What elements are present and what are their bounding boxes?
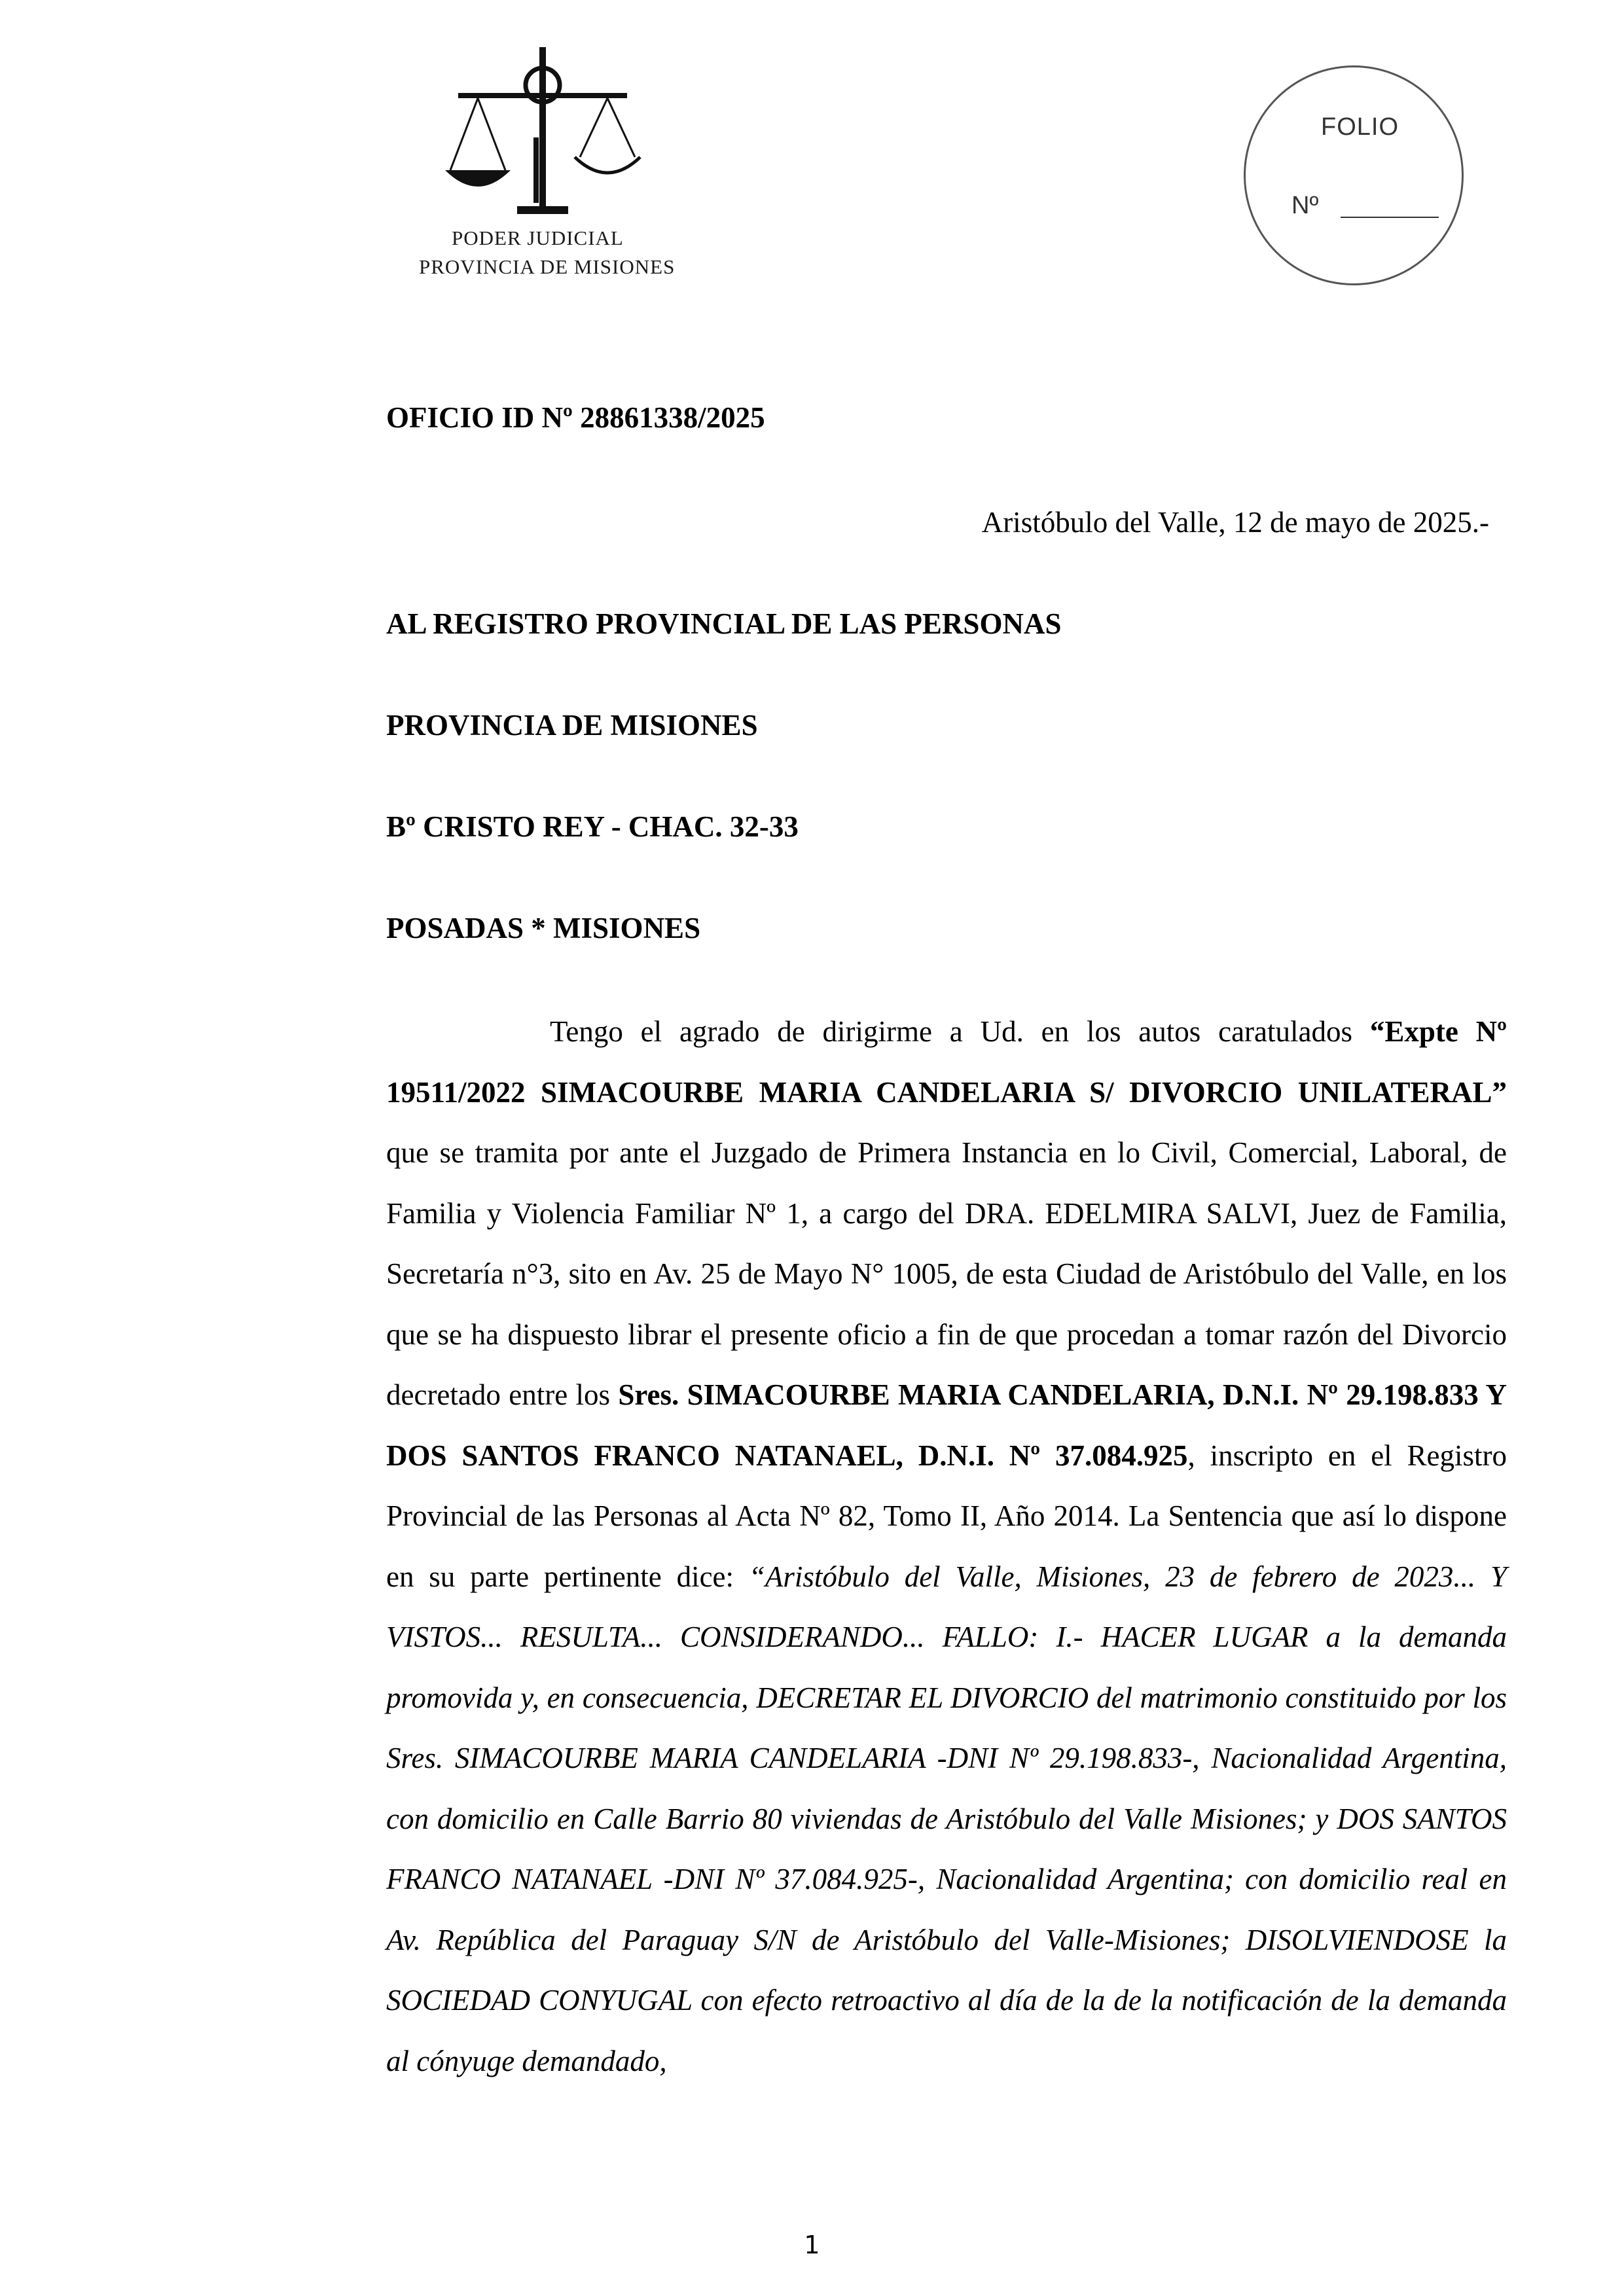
- judicial-emblem: [380, 26, 720, 301]
- body-paragraph: [386, 1001, 1507, 2091]
- emblem-text-line2: PROVINCIA DE MISIONES: [419, 255, 676, 278]
- folio-number-blank: [1341, 217, 1439, 218]
- body-text-2: que se tramita por ante el Juzgado de Primera Instancia en lo Civil, Comercial, Laboral, de Familia y Violencia Familiar Nº 1, a cargo del DRA. EDELMIRA SALVI, Juez de Familia, Secretaría n°3, sito en Av. 25 de Mayo N° 1005, de esta Ciudad de Aristóbulo del Valle, en los que se ha dispuesto librar el presente oficio a fin de que procedan a tomar razón del Divorcio decretado entre los: [386, 1136, 1507, 1411]
- folio-stamp: [1244, 65, 1464, 285]
- body-text-1: Tengo el agrado de dirigirme a Ud. en los autos caratulados: [550, 1015, 1370, 1048]
- body-text-3: , inscripto en el Registro Provincial de las Personas al Acta Nº 82, Tomo II, Año 2014. La Sentencia que así lo dispone en su parte pertinente dice:: [386, 1439, 1507, 1593]
- parties: Sres. SIMACOURBE MARIA CANDELARIA, D.N.I. Nº 29.198.833 Y DOS SANTOS FRANCO NATANAEL, D.N.I. Nº 37.084.925: [386, 1378, 1507, 1472]
- addressee-line-1: AL REGISTRO PROVINCIAL DE LAS PERSONAS: [386, 607, 1062, 640]
- scales-of-justice-icon: [439, 39, 648, 223]
- folio-number-label: Nº: [1291, 192, 1319, 219]
- page-number: 1: [804, 2231, 820, 2259]
- place-date: Aristóbulo del Valle, 12 de mayo de 2025.-: [981, 506, 1489, 539]
- addressee-line-4: POSADAS * MISIONES: [386, 912, 701, 944]
- sentence-quote: “Aristóbulo del Valle, Misiones, 23 de febrero de 2023... Y VISTOS... RESULTA... CONSIDERANDO... FALLO: I.- HACER LUGAR a la demanda promovida y, en consecuencia, DECRETAR EL DIVORCIO del matrimonio constituido por los Sres. SIMACOURBE MARIA CANDELARIA -DNI Nº 29.198.833-, Nacionalidad Argentina, con domicilio en Calle Barrio 80 viviendas de Aristóbulo del Valle Misiones; y DOS SANTOS FRANCO NATANAEL -DNI Nº 37.084.925-, Nacionalidad Argentina; con domicilio real en Av. República del Paraguay S/N de Aristóbulo del Valle-Misiones; DISOLVIENDOSE la SOCIEDAD CONYUGAL con efecto retroactivo al día de la de la notificación de la demanda al cónyuge demandado,: [386, 1560, 1507, 2077]
- emblem-text-line1: PODER JUDICIAL: [452, 226, 624, 249]
- folio-label: FOLIO: [1321, 113, 1399, 141]
- case-title: “Expte Nº 19511/2022 SIMACOURBE MARIA CANDELARIA S/ DIVORCIO UNILATERAL”: [386, 1015, 1507, 1109]
- addressee-line-3: Bº CRISTO REY - CHAC. 32-33: [386, 810, 799, 843]
- addressee-line-2: PROVINCIA DE MISIONES: [386, 709, 758, 742]
- oficio-id: OFICIO ID Nº 28861338/2025: [386, 401, 765, 434]
